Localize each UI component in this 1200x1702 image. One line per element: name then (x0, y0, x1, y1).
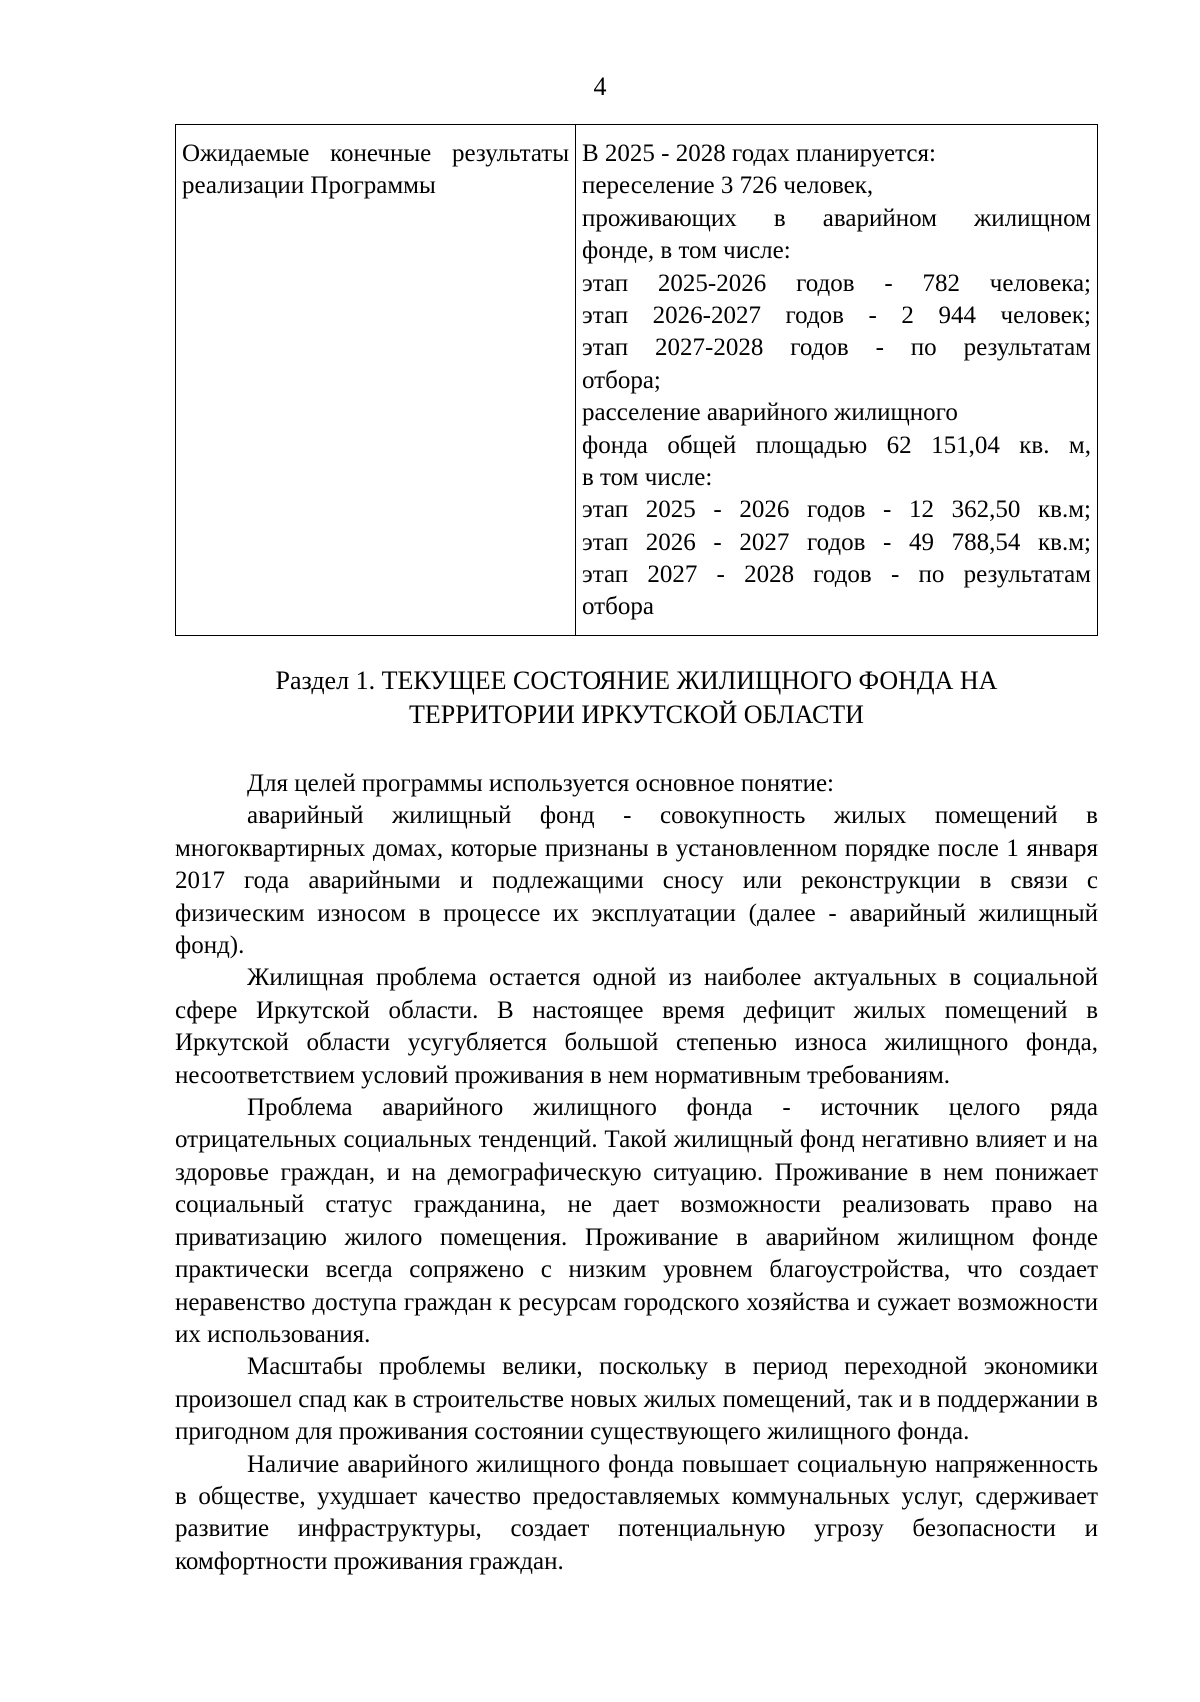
results-value-line: этап 2025 - 2026 годов - 12 362,50 кв.м; (582, 496, 1091, 524)
results-value-line: этап 2025-2026 годов - 782 человека; (582, 269, 1091, 297)
results-value-line: проживающих в аварийном жилищном (582, 204, 1091, 232)
results-value-line: этап 2026 - 2027 годов - 49 788,54 кв.м; (582, 528, 1091, 556)
body-paragraph: Для целей программы используется основное понятие: (247, 770, 834, 797)
results-value-line: фонда общей площадью 62 151,04 кв. м, (582, 431, 1091, 459)
body-text (175, 768, 1098, 1578)
results-value-line: этап 2027-2028 годов - по результатам (582, 334, 1091, 362)
results-value-line: переселение 3 726 человек, (582, 172, 874, 200)
results-value-line: расселение аварийного жилищного (582, 399, 958, 427)
results-value-line: В 2025 - 2028 годах планируется: (582, 140, 936, 167)
results-value-line: фонде, в том числе: (582, 237, 791, 265)
body-paragraph: Наличие аварийного жилищного фонда повышает социальную напряженность в обществе, ухудшает качество предоставляемых коммунальных услуг, сдерживает развитие инфраструктуры, создает потенциальную угрозу безопасности и комфортности проживания граждан. (175, 1450, 1098, 1575)
results-label-cell: Ожидаемые конечные результаты реализации Программы (176, 125, 576, 635)
page-number: 4 (593, 72, 607, 101)
results-value-line: отбора; (582, 366, 661, 394)
results-value-line: этап 2026-2027 годов - 2 944 человек; (582, 301, 1091, 329)
section-heading-line: ТЕРРИТОРИИ ИРКУТСКОЙ ОБЛАСТИ (409, 700, 864, 729)
results-value-line: в том числе: (582, 463, 713, 491)
section-heading (175, 664, 1098, 732)
results-value-line: отбора (582, 593, 654, 621)
results-value-line: этап 2027 - 2028 годов - по результатам (582, 561, 1091, 589)
body-paragraph: Проблема аварийного жилищного фонда - источник целого ряда отрицательных социальных тенденций. Такой жилищный фонд негативно влияет и на здоровье граждан, и на демографическую ситуацию. Проживание в нем понижает социальный статус гражданина, не дает возможности реализовать право на приватизацию жилого помещения. Проживание в аварийном жилищном фонде практически всегда сопряжено с низким уровнем благоустройства, что создает неравенство доступа граждан к ресурсам городского хозяйства и сужает возможности их использования. (175, 1094, 1098, 1348)
results-value-cell (576, 125, 1097, 635)
body-paragraph: Жилищная проблема остается одной из наиболее актуальных в социальной сфере Иркутской области. В настоящее время дефицит жилых помещений в Иркутской области усугубляется большой степенью износа жилищного фонда, несоответствием условий проживания в нем нормативным требованиям. (175, 964, 1098, 1089)
results-table (175, 124, 1098, 636)
section-heading-line: Раздел 1. ТЕКУЩЕЕ СОСТОЯНИЕ ЖИЛИЩНОГО ФОНДА НА (275, 666, 998, 695)
body-paragraph: аварийный жилищный фонд - совокупность жилых помещений в многоквартирных домах, которые признаны в установленном порядке после 1 января 2017 года аварийными и подлежащими сносу или реконструкции в связи с физическим износом в процессе их эксплуатации (далее - аварийный жилищный фонд). (175, 802, 1098, 960)
body-paragraph: Масштабы проблемы велики, поскольку в период переходной экономики произошел спад как в строительстве новых жилых помещений, так и в поддержании в пригодном для проживания состоянии существующего жилищного фонда. (175, 1353, 1098, 1446)
